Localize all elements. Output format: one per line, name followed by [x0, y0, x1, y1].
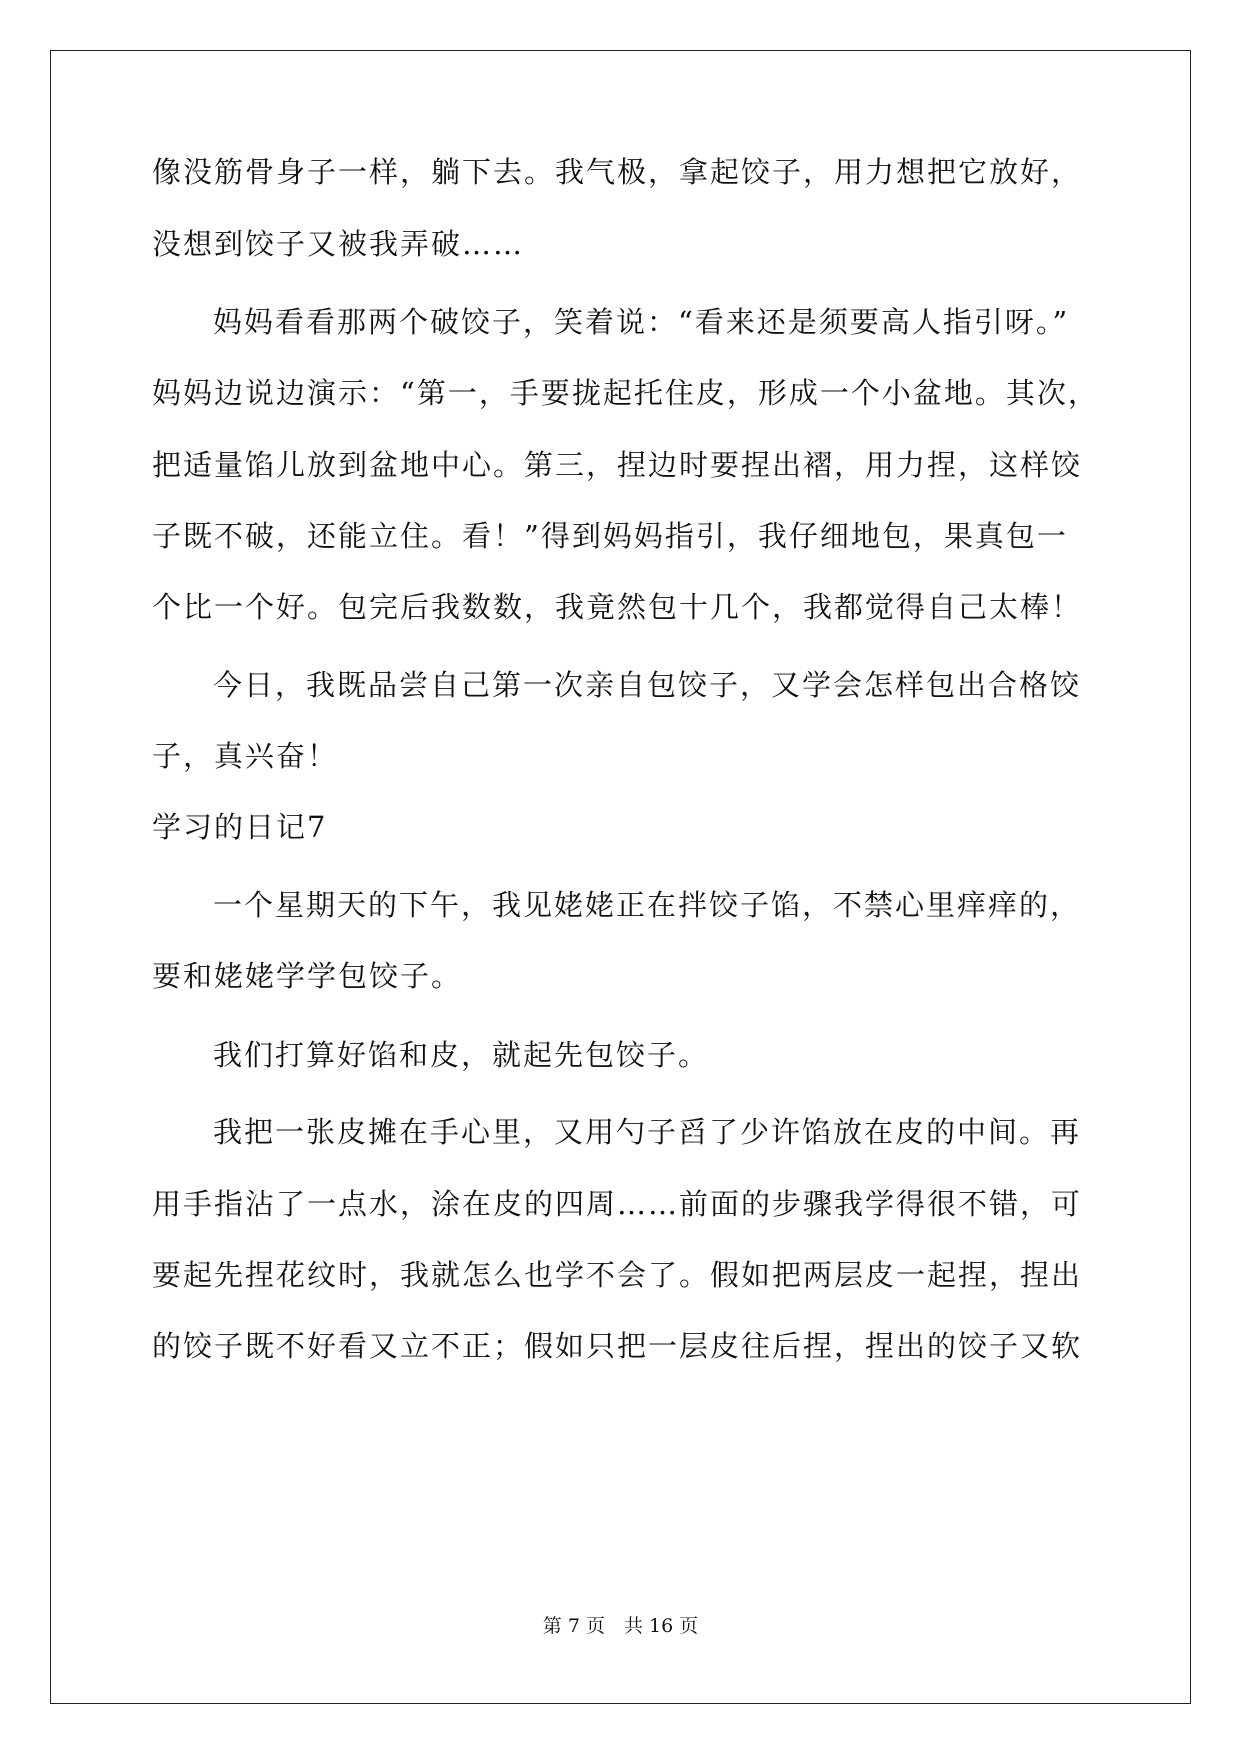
section-heading: 学习的日记7 [152, 810, 328, 844]
text-line: 没想到饺子又被我弄破…… [152, 227, 525, 261]
text-line: 像没筋骨身子一样，躺下去。我气极，拿起饺子，用力想把它放好， [152, 155, 1083, 189]
text-line: 一个星期天的下午，我见姥姥正在拌饺子馅，不禁心里痒痒的， [213, 888, 1082, 922]
text-line: 我们打算好馅和皮，就起先包饺子。 [213, 1038, 710, 1072]
text-line: 我把一张皮摊在手心里，又用勺子舀了少许馅放在皮的中间。再 [213, 1115, 1082, 1149]
text-line: 把适量馅儿放到盆地中心。第三，捏边时要捏出褶，用力捏，这样饺 [152, 448, 1083, 482]
text-line: 妈妈看看那两个破饺子，笑着说：“看来还是须要高人指引呀。” [213, 305, 1070, 339]
page-number-footer: 第 7 页 共 16 页 [542, 1615, 699, 1637]
text-line: 要和姥姥学学包饺子。 [152, 959, 463, 993]
text-line: 个比一个好。包完后我数数，我竟然包十几个，我都觉得自己太棒！ [152, 590, 1083, 624]
text-line: 子既不破，还能立住。看！”得到妈妈指引，我仔细地包，果真包一 [152, 519, 1068, 553]
text-line: 用手指沾了一点水，涂在皮的四周……前面的步骤我学得很不错，可 [152, 1187, 1083, 1221]
text-line: 要起先捏花纹时，我就怎么也学不会了。假如把两层皮一起捏，捏出 [152, 1258, 1083, 1292]
text-line: 子，真兴奋！ [152, 739, 339, 773]
text-line: 今日，我既品尝自己第一次亲自包饺子，又学会怎样包出合格饺 [213, 668, 1082, 702]
text-line: 妈妈边说边演示：“第一，手要拢起托住皮，形成一个小盆地。其次， [152, 376, 1099, 410]
text-line: 的饺子既不好看又立不正；假如只把一层皮往后捏，捏出的饺子又软 [152, 1329, 1083, 1363]
